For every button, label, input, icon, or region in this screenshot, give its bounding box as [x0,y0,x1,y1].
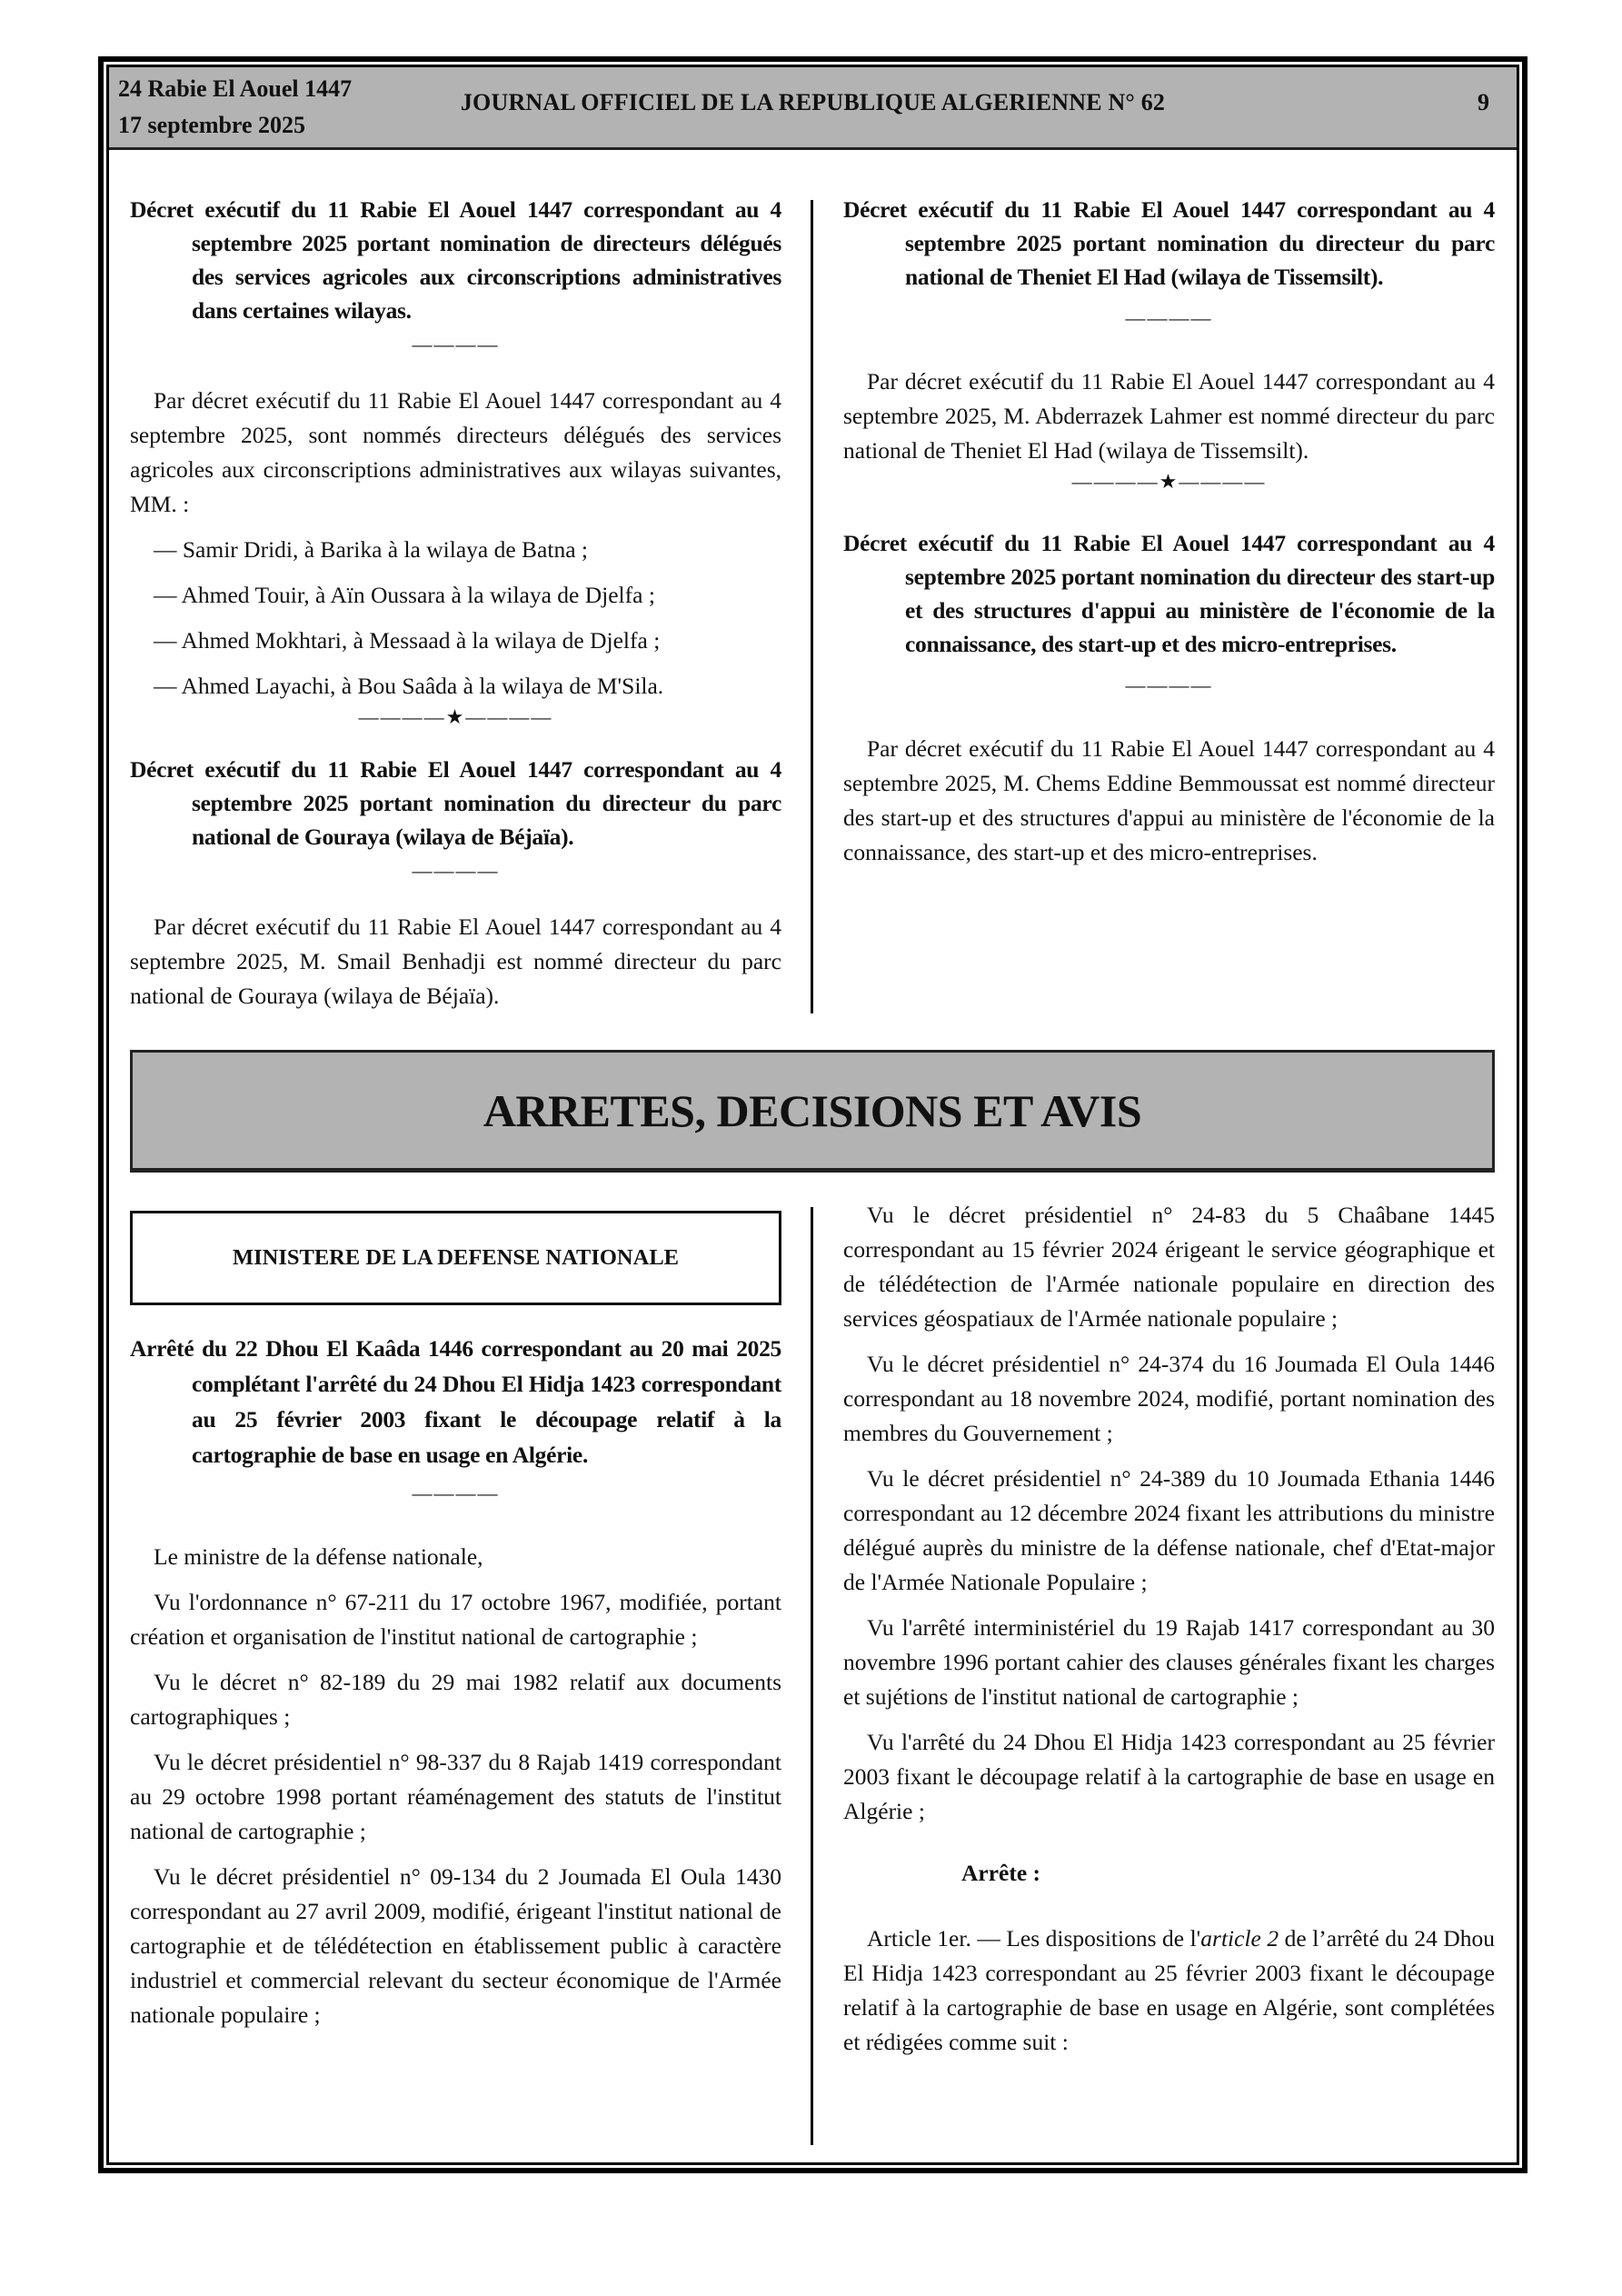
star-separator: ————★———— [358,705,553,728]
column-divider-bottom [811,1207,813,2145]
decree-title-theniet-el-had: Décret exécutif du 11 Rabie El Aouel 1447 correspondant au 4 septembre 2025 portant nomination du directeur du parc national de Theniet El Had (wilaya de Tissemsilt). [843,196,1495,290]
decree-body-agricultural-directors: Par décret exécutif du 11 Rabie El Aouel 1447 correspondant au 4 septembre 2025, sont nommés directeurs délégués des services agricoles aux circonscriptions administratives aux wilayas suivantes, MM. : [130,387,781,517]
list-item: — Samir Dridi, à Barika à la wilaya de Batna ; [154,536,588,563]
ministry-heading-box [130,1211,781,1305]
decree-title-gouraya: Décret exécutif du 11 Rabie El Aouel 1447 correspondant au 4 septembre 2025 portant nomination du directeur du parc national de Gouraya (wilaya de Béjaïa). [130,756,781,850]
bottom-right-column [843,1198,1495,2071]
decree-title-startups: Décret exécutif du 11 Rabie El Aouel 1447 correspondant au 4 septembre 2025 portant nomination du directeur des start-up et des structures d'appui au ministère de l'économie de la connaissance, des start-up et des micro-entreprises. [843,530,1495,657]
decree-body-startups: Par décret exécutif du 11 Rabie El Aouel 1447 correspondant au 4 septembre 2025, M. Chems Eddine Bemmoussat est nommé directeur des start-up et des structures d'appui au ministère de l'économie de la connaissance, des start-up et des micro-entreprises. [843,735,1495,865]
article-1-reference: article 2 [1200,1925,1279,1952]
list-item: — Ahmed Mokhtari, à Messaad à la wilaya de Djelfa ; [154,627,661,654]
bottom-left-column [130,1207,781,2043]
top-right-column [843,193,1495,881]
paragraph: Vu le décret présidentiel n° 24-374 du 16 Joumada El Oula 1446 correspondant au 18 novembre 2024, modifié, portant nomination des membres du Gouvernement ; [843,1351,1495,1446]
star-separator: ————★———— [1071,470,1267,493]
separator: ———— [1125,306,1213,329]
separator: ———— [412,859,500,882]
article-1-prefix: Article 1er. — Les dispositions de l' [867,1925,1201,1952]
paragraph: Vu le décret présidentiel n° 09-134 du 2 Joumada El Oula 1430 correspondant au 27 avril 2009, modifié, érigeant l'institut national de cartographie et de télédétection en établissement public à caractère industriel et commercial relevant du secteur économique de l'Armée nationale populaire ; [130,1863,781,2028]
journal-title: JOURNAL OFFICIEL DE LA REPUBLIQUE ALGERIENNE N° 62 [460,89,1166,115]
top-left-column [130,193,781,1024]
section-banner-title: ARRETES, DECISIONS ET AVIS [483,1084,1142,1136]
column-divider-top [811,200,813,1013]
separator: ———— [412,1482,500,1504]
paragraph: Vu l'arrêté interministériel du 19 Rajab 1417 correspondant au 30 novembre 1996 portant cahier des clauses générales fixant les charges et sujétions de l'institut national de cartographie ; [843,1614,1495,1710]
list-item: — Ahmed Touir, à Aïn Oussara à la wilaya de Djelfa ; [154,582,655,608]
ministry-heading: MINISTERE DE LA DEFENSE NATIONALE [232,1245,680,1270]
paragraph: Vu le décret n° 82-189 du 29 mai 1982 relatif aux documents cartographiques ; [130,1669,781,1730]
arrete-label: Arrête : [961,1860,1041,1886]
paragraph: Vu l'arrêté du 24 Dhou El Hidja 1423 correspondant au 25 février 2003 fixant le découpage relatif à la cartographie de base en usage en Algérie ; [843,1729,1495,1824]
paragraph: Vu l'ordonnance n° 67-211 du 17 octobre 1967, modifiée, portant création et organisation de l'institut national de cartographie ; [130,1589,781,1650]
header-gregorian-date: 17 septembre 2025 [118,112,306,138]
page-number: 9 [1478,89,1489,115]
page-header [109,67,1517,150]
paragraph: Le ministre de la défense nationale, [154,1543,483,1570]
separator: ———— [412,333,500,355]
article-1 [843,1922,1495,2060]
decree-body-theniet-el-had: Par décret exécutif du 11 Rabie El Aouel 1447 correspondant au 4 septembre 2025, M. Abderrazek Lahmer est nommé directeur du parc national de Theniet El Had (wilaya de Tissemsilt). [843,368,1495,464]
paragraph: Vu le décret présidentiel n° 24-389 du 10 Joumada Ethania 1446 correspondant au 12 décembre 2024 fixant les attributions du ministre délégué auprès du ministre de la défense nationale, chef d'Etat-major de l'Armée Nationale Populaire ; [843,1465,1495,1595]
decree-title-agricultural-directors: Décret exécutif du 11 Rabie El Aouel 1447 correspondant au 4 septembre 2025 portant nomination de directeurs délégués des services agricoles aux circonscriptions administratives dans certaines wilayas. [130,196,781,324]
paragraph: Vu le décret présidentiel n° 98-337 du 8 Rajab 1419 correspondant au 29 octobre 1998 portant réaménagement des statuts de l'institut national de cartographie ; [130,1749,781,1844]
section-banner [130,1050,1495,1173]
header-hijri-date: 24 Rabie El Aouel 1447 [118,75,353,102]
decree-body-gouraya: Par décret exécutif du 11 Rabie El Aouel 1447 correspondant au 4 septembre 2025, M. Smail Benhadji est nommé directeur du parc national de Gouraya (wilaya de Béjaïa). [130,913,781,1009]
article-1-suffix: de l’arrêté du 24 Dhou El Hidja 1423 correspondant au 25 février 2003 fixant le découpage relatif à la cartographie de base en usage en Algérie, sont complétées et rédigées comme suit : [843,1925,1495,2055]
separator: ———— [1125,674,1213,696]
paragraph: Vu le décret présidentiel n° 24-83 du 5 Chaâbane 1445 correspondant au 15 février 2024 érigeant le service géographique et de télédétection de l'Armée nationale populaire en direction des services géospatiaux de l'Armée nationale populaire ; [843,1202,1495,1332]
arrete-title: Arrêté du 22 Dhou El Kaâda 1446 correspondant au 20 mai 2025 complétant l'arrêté du 24 Dhou El Hidja 1423 correspondant au 25 février 2003 fixant le découpage relatif à la cartographie de base en usage en Algérie. [130,1335,781,1468]
list-item: — Ahmed Layachi, à Bou Saâda à la wilaya de M'Sila. [154,673,664,699]
